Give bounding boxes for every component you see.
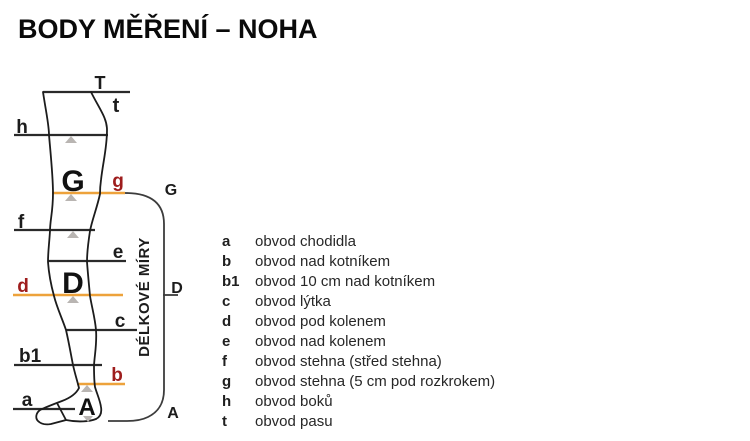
legend-key: e xyxy=(222,333,231,350)
bracket-label-A: A xyxy=(167,405,179,422)
legend-key: b xyxy=(222,253,232,270)
legend-label: obvod stehna (5 cm pod rozkrokem) xyxy=(255,373,496,390)
bracket-label-G: G xyxy=(164,182,178,199)
legend-label: obvod lýtka xyxy=(255,293,331,310)
label-e: e xyxy=(112,242,124,263)
legend-label: obvod pasu xyxy=(255,413,333,430)
label-T: T xyxy=(94,73,106,93)
legend-label: obvod 10 cm nad kotníkem xyxy=(255,273,436,290)
legend-key: h xyxy=(222,393,232,410)
legend-key: f xyxy=(222,353,227,370)
label-b: b xyxy=(111,365,123,386)
legend-key: d xyxy=(222,313,232,330)
legend-key: c xyxy=(222,293,231,310)
legend-row-t xyxy=(222,412,552,432)
legend-label: obvod chodidla xyxy=(255,233,356,250)
label-f: f xyxy=(17,212,25,233)
legend-label: obvod pod kolenem xyxy=(255,313,386,330)
legend-key: t xyxy=(222,413,227,430)
bracket-label-D: D xyxy=(171,280,183,297)
legend-label: obvod boků xyxy=(255,393,333,410)
legend-label: obvod stehna (střed stehna) xyxy=(255,353,442,370)
label-t: t xyxy=(112,95,120,117)
label-d: d xyxy=(17,276,29,297)
legend-row-f xyxy=(222,352,552,372)
label-A-big: A xyxy=(78,394,96,421)
legend-key: b1 xyxy=(222,273,240,290)
marker-triangle-f xyxy=(67,231,79,238)
foot-toe-cap xyxy=(36,403,66,424)
legend-row-d xyxy=(222,312,552,332)
label-b1: b1 xyxy=(19,346,42,367)
legend xyxy=(222,232,552,432)
label-h: h xyxy=(16,117,28,138)
legend-row-a xyxy=(222,232,552,252)
legend-row-h xyxy=(222,392,552,412)
marker-triangle-b xyxy=(81,385,93,392)
leg-outline-right xyxy=(87,92,107,419)
legend-row-b1 xyxy=(222,272,552,292)
label-D-big: D xyxy=(62,267,84,300)
page-title: BODY MĚŘENÍ – NOHA xyxy=(18,14,318,44)
label-G-big: G xyxy=(61,165,85,198)
label-c: c xyxy=(114,311,126,332)
legend-key: a xyxy=(222,233,231,250)
legend-key: g xyxy=(222,373,232,390)
label-a: a xyxy=(21,390,33,411)
length-measures-title: DÉLKOVÉ MÍRY xyxy=(136,237,153,357)
legend-row-b xyxy=(222,252,552,272)
legend-label: obvod nad kolenem xyxy=(255,333,386,350)
label-g: g xyxy=(112,171,124,192)
legend-row-g xyxy=(222,372,552,392)
legend-label: obvod nad kotníkem xyxy=(255,253,391,270)
marker-triangle-h xyxy=(65,136,77,143)
legend-row-c xyxy=(222,292,552,312)
legend-row-e xyxy=(222,332,552,352)
